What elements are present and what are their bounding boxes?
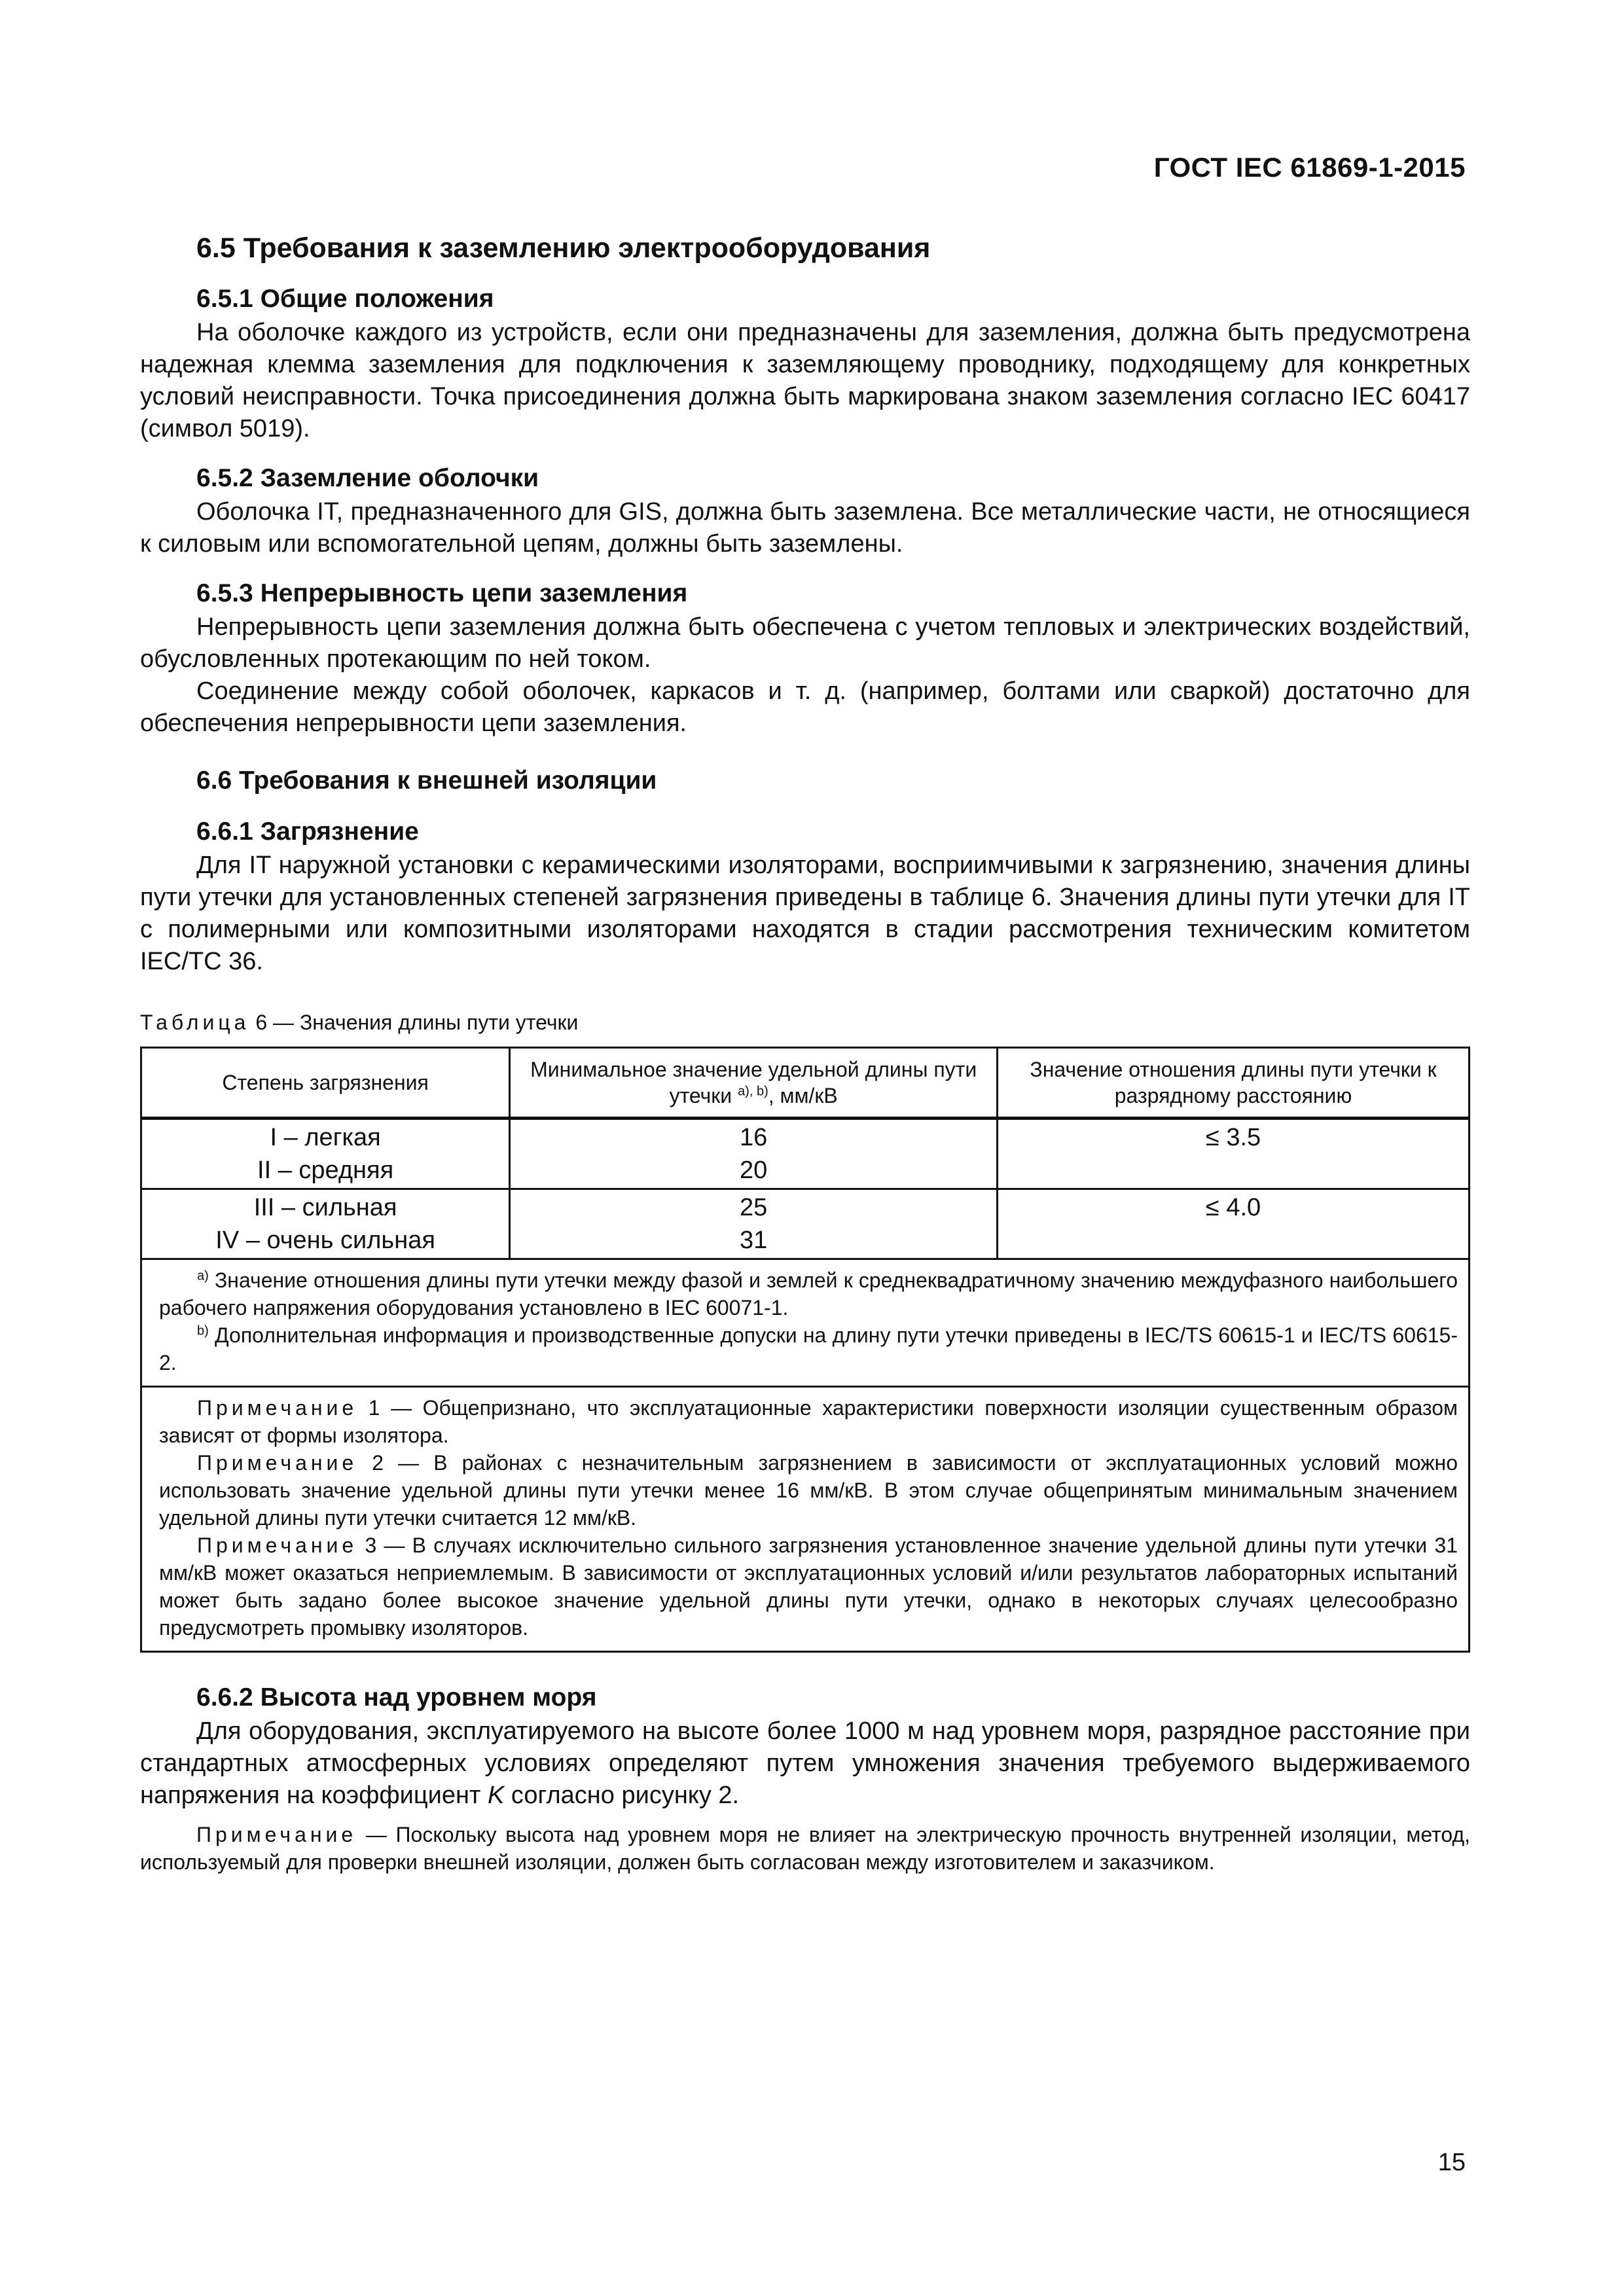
note-text: 3 — В случаях исключительно сильного загрязнения установленное значение удельной длины пути утечки 31 мм/кВ может оказаться неприемлемым. В зависимости от эксплуатационных условий и/или результатов лабораторных испытаний может быть задано более высокое значение удельной длины пути утечки, однако в некоторых случаях целесообразно предусмотреть промывку изоляторов.: [159, 1534, 1458, 1640]
table-header-row: [141, 1048, 1470, 1119]
footnote-a: [159, 1266, 1458, 1321]
note-label: Примечание: [197, 1451, 358, 1475]
table-row: [141, 1189, 1470, 1259]
creepage-value-cell: [510, 1189, 998, 1259]
document-code-header: ГОСТ IEC 61869-1-2015: [1153, 152, 1466, 183]
coefficient-k: K: [487, 1782, 505, 1809]
creepage-value: 31: [740, 1227, 768, 1254]
section-6-5-2-title: 6.5.2 Заземление оболочки: [196, 464, 539, 492]
creepage-value: 20: [740, 1157, 768, 1184]
section-6-5-3-paragraph-2: Соединение между собой оболочек, каркасов и т. д. (например, болтами или сваркой) достаточно для обеспечения непрерывности цепи заземления.: [140, 677, 1470, 737]
table-notes-row: [141, 1387, 1470, 1652]
footnote-mark: b): [197, 1323, 209, 1338]
header-min-creepage: [510, 1048, 998, 1119]
section-6-6-title: 6.6 Требования к внешней изоляции: [196, 766, 657, 795]
ratio-value: ≤ 4.0: [998, 1189, 1470, 1259]
table-row: [141, 1119, 1470, 1189]
header-ratio: Значение отношения длины пути утечки к разрядному расстоянию: [998, 1048, 1470, 1119]
footnote-text: Значение отношения длины пути утечки между фазой и землей к среднеквадратичному значению междуфазного наибольшего рабочего напряжения оборудования установлено в IEC 60071-1.: [159, 1268, 1458, 1319]
ratio-value: ≤ 3.5: [998, 1119, 1470, 1189]
footnote-mark: a): [197, 1268, 209, 1283]
table-6-caption: [140, 1011, 1470, 1035]
creepage-value-cell: [510, 1119, 998, 1189]
note-text: 1 — Общепризнано, что эксплуатационные характеристики поверхности изоляции существенным образом зависят от формы изолятора.: [159, 1396, 1458, 1447]
table-caption-label: Таблица: [140, 1011, 250, 1034]
section-6-6-1-paragraph: Для IT наружной установки с керамическими изоляторами, восприимчивыми к загрязнению, значения длины пути утечки для установленных степеней загрязнения приведены в таблице 6. Значения длины пути утечки для IT с полимерными или композитными изоляторами находятся в стадии рассмотрения техническим комитетом IEC/TC 36.: [140, 852, 1470, 975]
note-text: — Поскольку высота над уровнем моря не влияет на электрическую прочность внутренней изоляции, метод, используемый для проверки внешней изоляции, должен быть согласован между изготовителем и заказчиком.: [140, 1823, 1470, 1874]
table-note-1: [159, 1394, 1458, 1449]
table-notes: [141, 1387, 1470, 1652]
section-6-5-3-paragraph-1: Непрерывность цепи заземления должна быть обеспечена с учетом тепловых и электрических воздействий, обусловленных протекающим по ней током.: [140, 613, 1470, 673]
creepage-value: 16: [740, 1124, 768, 1151]
pollution-level: IV – очень сильная: [215, 1227, 435, 1254]
section-6-5-1-title: 6.5.1 Общие положения: [196, 285, 494, 313]
footnote-text: Дополнительная информация и производственные допуски на длину пути утечки приведены в IEC/TS 60615-1 и IEC/TS 60615-2.: [159, 1323, 1458, 1374]
pollution-level: I – легкая: [270, 1124, 381, 1151]
section-6-5-1-paragraph: На оболочке каждого из устройств, если они предназначены для заземления, должна быть предусмотрена надежная клемма заземления для подключения к заземляющему проводнику, подходящему для конкретных условий неисправности. Точка присоединения должна быть маркирована знаком заземления согласно IEC 60417 (символ 5019).: [140, 319, 1470, 442]
creepage-value: 25: [740, 1194, 768, 1221]
page-content: [140, 229, 1470, 1876]
header-pollution-level: Степень загрязнения: [141, 1048, 510, 1119]
section-6-5-2-paragraph: Оболочка IT, предназначенного для GIS, должна быть заземлена. Все металлические части, не относящиеся к силовым или вспомогательной цепям, должны быть заземлены.: [140, 498, 1470, 558]
section-6-5-3-title: 6.5.3 Непрерывность цепи заземления: [196, 579, 688, 607]
note-text: 2 — В районах с незначительным загрязнением в зависимости от эксплуатационных условий можно использовать значение удельной длины пути утечки менее 16 мм/кВ. В этом случае общепринятым минимальным значением удельной длины пути утечки считается 12 мм/кВ.: [159, 1451, 1458, 1530]
creepage-distance-table: [140, 1047, 1470, 1653]
footnote-b: [159, 1321, 1458, 1376]
table-caption-text: 6 — Значения длины пути утечки: [249, 1011, 579, 1034]
table-note-2: [159, 1449, 1458, 1532]
table-footnotes: [141, 1259, 1470, 1387]
section-6-6-2-note: [140, 1821, 1470, 1876]
table-note-3: [159, 1532, 1458, 1641]
header-min-creepage-unit: , мм/кВ: [768, 1084, 838, 1107]
section-6-6-1-title: 6.6.1 Загрязнение: [196, 817, 419, 846]
page-number: 15: [1437, 2149, 1466, 2176]
section-6-5-title: 6.5 Требования к заземлению электрооборудования: [196, 232, 931, 264]
section-6-6-2-paragraph: [140, 1715, 1470, 1812]
note-label: Примечание: [197, 1534, 358, 1557]
paragraph-text: согласно рисунку 2.: [504, 1782, 740, 1809]
note-label: Примечание: [197, 1396, 358, 1420]
pollution-level: III – сильная: [253, 1194, 397, 1221]
pollution-level-cell: [141, 1119, 510, 1189]
pollution-level: II – средняя: [257, 1157, 394, 1184]
header-min-creepage-text: Минимальное значение удельной длины пути утечки: [530, 1058, 977, 1107]
pollution-level-cell: [141, 1189, 510, 1259]
paragraph-text: Для оборудования, эксплуатируемого на высоте более 1000 м над уровнем моря, разрядное расстояние при стандартных атмосферных условиях определяют путем умножения значения требуемого выдерживаемого напряжения на коэффициент: [140, 1717, 1470, 1809]
header-footnote-marks: a), b): [738, 1084, 768, 1099]
table-footnotes-row: [141, 1259, 1470, 1387]
note-label: Примечание: [196, 1823, 357, 1846]
section-6-6-2-title: 6.6.2 Высота над уровнем моря: [196, 1683, 597, 1712]
